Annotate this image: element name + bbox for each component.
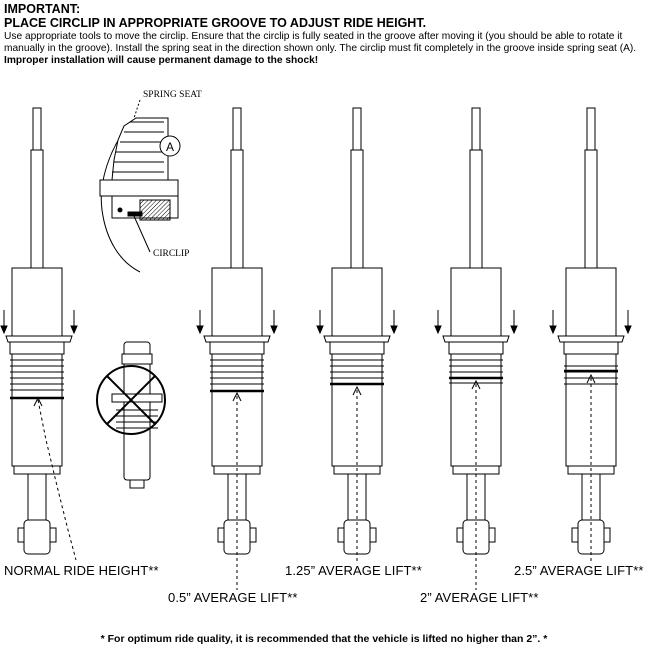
label-normal-ride-height: NORMAL RIDE HEIGHT** bbox=[4, 563, 159, 578]
spring-seat-detail bbox=[100, 100, 180, 272]
important-title: IMPORTANT: bbox=[4, 2, 81, 16]
label-2-5-lift: 2.5” AVERAGE LIFT** bbox=[514, 563, 644, 578]
shock-normal-ride-height bbox=[6, 108, 72, 554]
spring-seat-label: SPRING SEAT bbox=[143, 90, 202, 100]
label-1-25-lift: 1.25” AVERAGE LIFT** bbox=[285, 563, 422, 578]
label-0-5-lift: 0.5” AVERAGE LIFT** bbox=[168, 590, 298, 605]
footer-note: * For optimum ride quality, it is recommended that the vehicle is lifted no higher than 2”. * bbox=[100, 633, 548, 645]
main-title: PLACE CIRCLIP IN APPROPRIATE GROOVE TO ADJUST RIDE HEIGHT. bbox=[4, 16, 427, 30]
warning-text: Improper installation will cause permanent damage to the shock! bbox=[4, 55, 319, 66]
incorrect-orientation-icon bbox=[97, 342, 165, 488]
circlip-label: CIRCLIP bbox=[153, 249, 190, 259]
instructions-body: Use appropriate tools to move the circlip. Ensure that the circlip is fully seated in the groove after moving it (you should be able to rotate it manually in the groove). Install the spring seat in the direction shown only. The circlip must fit completely in the groove inside spring seat (A). bbox=[4, 31, 637, 54]
callout-letter: A bbox=[165, 140, 175, 154]
label-2-lift: 2” AVERAGE LIFT** bbox=[420, 590, 539, 605]
